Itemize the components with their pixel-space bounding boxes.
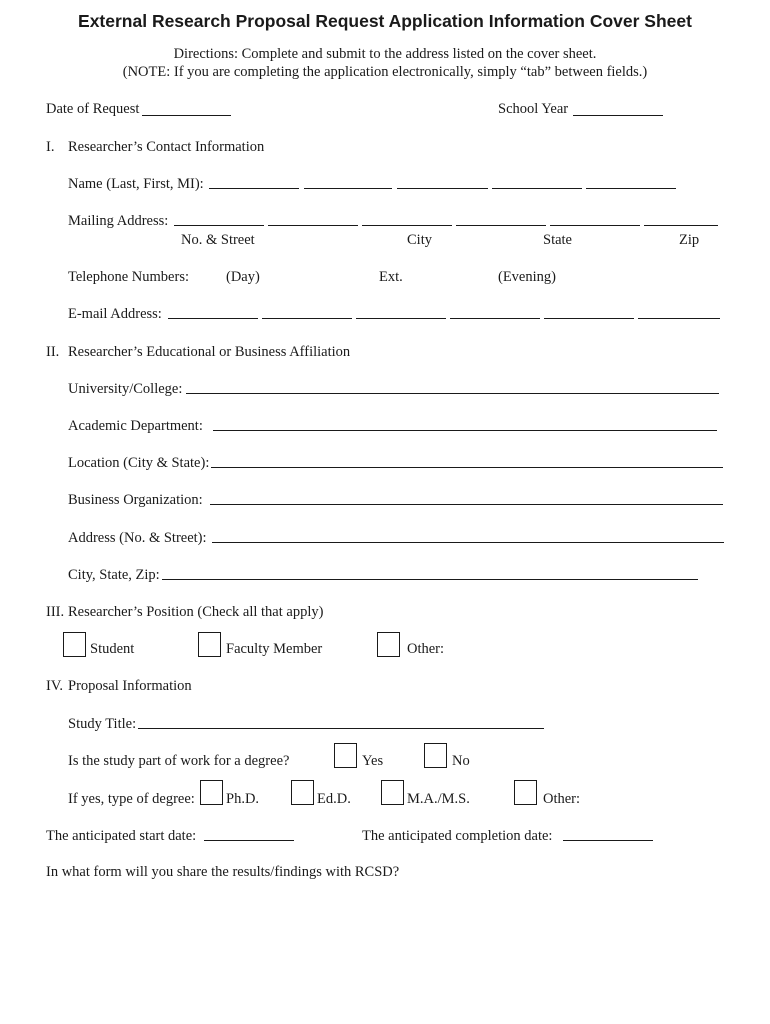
faculty-member-checkbox[interactable] xyxy=(198,632,221,657)
degree-type-label: If yes, type of degree: xyxy=(68,791,195,807)
address-field[interactable] xyxy=(212,542,724,543)
mailing-sub-state: State xyxy=(543,232,572,248)
study-title-label: Study Title: xyxy=(68,716,137,732)
middle-initial-field[interactable] xyxy=(586,188,676,189)
department-label: Academic Department: xyxy=(68,418,203,434)
mailing-sub-street: No. & Street xyxy=(181,232,255,248)
share-results-question: In what form will you share the results/findings with RCSD? xyxy=(46,864,400,880)
telephone-evening-label: (Evening) xyxy=(498,269,556,285)
city-state-zip-label: City, State, Zip: xyxy=(68,567,160,583)
university-label: University/College: xyxy=(68,381,183,397)
section-3-number: III. xyxy=(46,604,65,620)
position-other-label: Other: xyxy=(407,641,445,657)
business-label: Business Organization: xyxy=(68,492,203,508)
email-field-4[interactable] xyxy=(450,318,540,319)
degree-yes-label: Yes xyxy=(362,753,384,769)
location-field[interactable] xyxy=(211,467,723,468)
phd-checkbox[interactable] xyxy=(200,780,223,805)
email-field-1[interactable] xyxy=(168,318,258,319)
email-field-6[interactable] xyxy=(638,318,720,319)
edd-checkbox[interactable] xyxy=(291,780,314,805)
address-label: Address (No. & Street): xyxy=(68,530,207,546)
school-year-label: School Year xyxy=(498,101,569,117)
email-field-3[interactable] xyxy=(356,318,446,319)
degree-no-label: No xyxy=(452,753,470,769)
start-date-field[interactable] xyxy=(204,840,294,841)
mams-label: M.A./M.S. xyxy=(407,791,470,807)
department-field[interactable] xyxy=(213,430,717,431)
section-1-number: I. xyxy=(46,139,55,155)
email-field-5[interactable] xyxy=(544,318,634,319)
section-4-number: IV. xyxy=(46,678,64,694)
date-of-request-label: Date of Request xyxy=(46,101,140,117)
mailing-sub-city: City xyxy=(407,232,432,248)
telephone-day-label: (Day) xyxy=(226,269,260,285)
name-label: Name (Last, First, MI): xyxy=(68,176,204,192)
last-name-field[interactable] xyxy=(209,188,299,189)
phd-label: Ph.D. xyxy=(226,791,260,807)
edd-label: Ed.D. xyxy=(317,791,351,807)
section-4-heading: Proposal Information xyxy=(68,678,192,694)
directions-line-1: Directions: Complete and submit to the address listed on the cover sheet. xyxy=(173,46,597,62)
email-field-2[interactable] xyxy=(262,318,352,319)
first-name-field[interactable] xyxy=(304,188,392,189)
mailing-field-3[interactable] xyxy=(362,225,452,226)
degree-other-checkbox[interactable] xyxy=(514,780,537,805)
mailing-address-label: Mailing Address: xyxy=(68,213,169,229)
business-field[interactable] xyxy=(210,504,723,505)
completion-date-field[interactable] xyxy=(563,840,653,841)
date-of-request-field[interactable] xyxy=(142,115,231,116)
degree-question-label: Is the study part of work for a degree? xyxy=(68,753,290,769)
telephone-label: Telephone Numbers: xyxy=(68,269,189,285)
form-title: External Research Proposal Request Application Information Cover Sheet xyxy=(78,11,692,31)
student-checkbox[interactable] xyxy=(63,632,86,657)
position-other-checkbox[interactable] xyxy=(377,632,400,657)
mams-checkbox[interactable] xyxy=(381,780,404,805)
name-field-3[interactable] xyxy=(397,188,488,189)
start-date-label: The anticipated start date: xyxy=(46,828,197,844)
mailing-field-6[interactable] xyxy=(644,225,718,226)
degree-yes-checkbox[interactable] xyxy=(334,743,357,768)
faculty-member-label: Faculty Member xyxy=(226,641,323,657)
mailing-field-2[interactable] xyxy=(268,225,358,226)
mailing-field-4[interactable] xyxy=(456,225,546,226)
school-year-field[interactable] xyxy=(573,115,663,116)
section-2-heading: Researcher’s Educational or Business Affiliation xyxy=(68,344,351,360)
email-label: E-mail Address: xyxy=(68,306,162,322)
name-field-4[interactable] xyxy=(492,188,582,189)
location-label: Location (City & State): xyxy=(68,455,210,471)
section-2-number: II. xyxy=(46,344,60,360)
mailing-field-1[interactable] xyxy=(174,225,264,226)
university-field[interactable] xyxy=(186,393,719,394)
section-1-heading: Researcher’s Contact Information xyxy=(68,139,265,155)
student-label: Student xyxy=(90,641,135,657)
mailing-sub-zip: Zip xyxy=(679,232,700,248)
directions-line-2: (NOTE: If you are completing the application electronically, simply “tab” between fields.) xyxy=(122,64,648,80)
degree-other-label: Other: xyxy=(543,791,581,807)
degree-no-checkbox[interactable] xyxy=(424,743,447,768)
section-3-heading: Researcher’s Position (Check all that apply) xyxy=(68,604,324,620)
completion-date-label: The anticipated completion date: xyxy=(362,828,553,844)
mailing-field-5[interactable] xyxy=(550,225,640,226)
telephone-ext-label: Ext. xyxy=(379,269,403,285)
study-title-field[interactable] xyxy=(138,728,544,729)
city-state-zip-field[interactable] xyxy=(162,579,698,580)
